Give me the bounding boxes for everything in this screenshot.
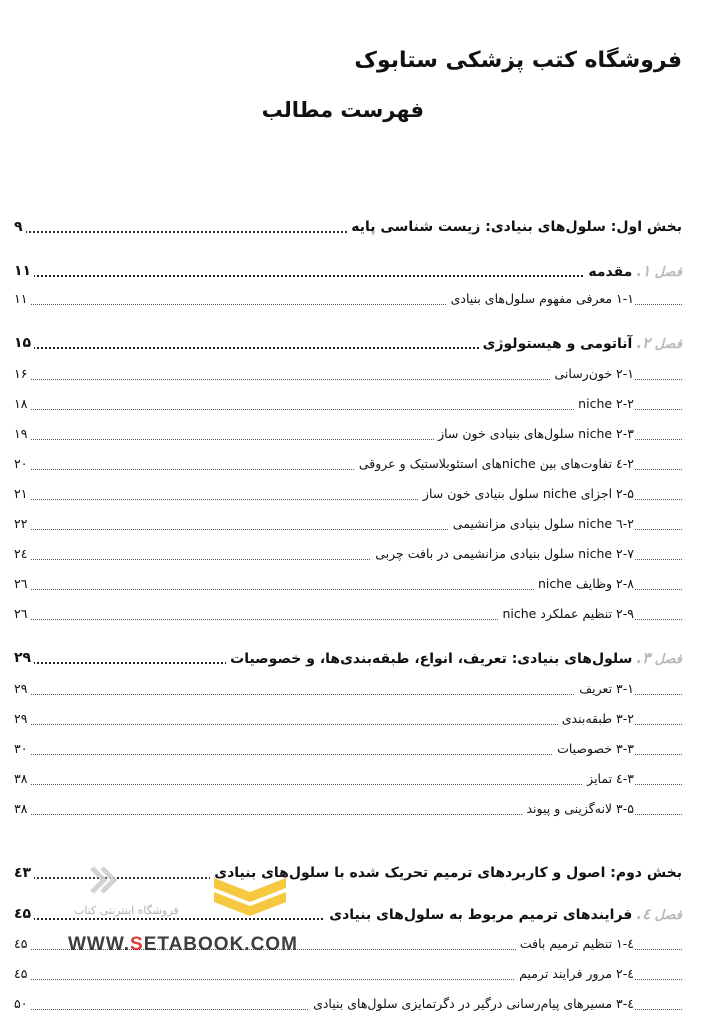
toc-entry-title bbox=[419, 481, 634, 507]
toc-page-number: ۹ bbox=[14, 214, 26, 240]
toc-page-number: ٤۳ bbox=[14, 860, 34, 886]
toc-page-number: ۳۸ bbox=[14, 796, 30, 822]
toc-entry-title bbox=[516, 931, 634, 957]
chapter-word: فصل bbox=[654, 337, 682, 352]
toc-entry-title bbox=[550, 361, 634, 387]
toc-entry-title bbox=[584, 258, 682, 284]
toc-page-number: ۲٦ bbox=[14, 601, 30, 627]
toc-entry-text: مقدمه bbox=[588, 264, 633, 280]
toc-section-row[interactable] bbox=[14, 571, 682, 597]
toc-page-number: ۵۰ bbox=[14, 991, 30, 1017]
toc-entry-text: ۳-۵ لانه‌گزینی و پیوند bbox=[526, 801, 634, 816]
toc-entry-text: ۳-۲ طبقه‌بندی bbox=[561, 711, 634, 726]
toc-entry-title bbox=[447, 286, 634, 312]
toc-section-row[interactable] bbox=[14, 361, 682, 387]
toc-page-number: ۱۱ bbox=[14, 258, 34, 284]
toc-entry-title bbox=[479, 330, 682, 356]
toc-entry-title bbox=[558, 706, 634, 732]
toc-section-row[interactable] bbox=[14, 511, 682, 537]
toc-entry-text: آناتومی و هیستولوژی bbox=[482, 336, 633, 352]
toc-page-number: ۲۹ bbox=[14, 645, 34, 671]
toc-entry-text: ٤-۱ تنظیم ترمیم بافت bbox=[519, 936, 634, 951]
toc-page-number: ۳۸ bbox=[14, 766, 30, 792]
toc-page-number: ٤۵ bbox=[14, 961, 30, 987]
toc-chapter-row[interactable] bbox=[14, 258, 682, 284]
toc-section-row[interactable] bbox=[14, 991, 682, 1017]
chapter-label bbox=[636, 330, 682, 358]
toc-entry-title bbox=[347, 214, 682, 240]
toc-page-number: ۲٦ bbox=[14, 571, 30, 597]
toc-entry-text: ۲-۲ niche bbox=[578, 396, 634, 411]
toc-entry-text: ۱-۱ معرفی مفهوم سلول‌های بنیادی bbox=[450, 291, 634, 306]
chapter-number: ٤. bbox=[636, 905, 651, 923]
chapter-number: ۱. bbox=[636, 262, 651, 280]
toc-page-number: ٤۵ bbox=[14, 901, 34, 927]
toc-entry-title bbox=[449, 511, 634, 537]
toc-section-row[interactable] bbox=[14, 766, 682, 792]
toc-entry-text: ۲-٤ تفاوت‌های بین nicheهای استئوبلاستیک و عروقی bbox=[358, 456, 634, 471]
toc-page-number: ۲٤ bbox=[14, 541, 30, 567]
toc-chapter-row[interactable] bbox=[14, 645, 682, 671]
toc-section-row[interactable] bbox=[14, 601, 682, 627]
toc-entry-title bbox=[226, 645, 682, 671]
toc-entry-title bbox=[355, 451, 634, 477]
url-highlight: S bbox=[130, 934, 144, 955]
toc-page-number: ۱۱ bbox=[14, 286, 30, 312]
toc-entry-text: ۳-۱ تعریف bbox=[579, 681, 634, 696]
store-title: فروشگاه کتب پزشکی ستابوک bbox=[354, 48, 682, 73]
watermark bbox=[50, 856, 330, 966]
toc-section-row[interactable] bbox=[14, 481, 682, 507]
toc-section-row[interactable] bbox=[14, 676, 682, 702]
chapter-word: فصل bbox=[654, 265, 682, 280]
toc-page-number: ۱۸ bbox=[14, 391, 30, 417]
toc-part-row[interactable] bbox=[14, 214, 682, 240]
book-logo-icon bbox=[210, 870, 290, 920]
toc-entry-text: ۲-۸ وظایف niche bbox=[537, 576, 634, 591]
toc-entry-text: بخش اول: سلول‌های بنیادی: زیست شناسی پایه bbox=[351, 219, 682, 235]
toc-section-row[interactable] bbox=[14, 451, 682, 477]
url-prefix: WWW. bbox=[68, 934, 131, 955]
toc-section-row[interactable] bbox=[14, 421, 682, 447]
toc-page-number: ۱۵ bbox=[14, 330, 34, 356]
toc-entry-text: ۲-۵ اجزای niche سلول بنیادی خون ساز bbox=[422, 486, 634, 501]
toc-entry-text: ۲-۷ niche سلول بنیادی مزانشیمی در بافت چربی bbox=[375, 546, 634, 561]
url-suffix: ETABOOK.COM bbox=[143, 934, 298, 955]
page-title: فهرست مطالب bbox=[261, 98, 424, 122]
toc-entry-title bbox=[371, 541, 634, 567]
toc-entry-text: ۳-۳ خصوصیات bbox=[557, 741, 634, 756]
toc-entry-text: سلول‌های بنیادی: تعریف، انواع، طبقه‌بندی‌ها، و خصوصیات bbox=[230, 651, 633, 667]
toc-entry-title bbox=[523, 796, 635, 822]
toc-page-number: ۲۹ bbox=[14, 676, 30, 702]
toc-section-row[interactable] bbox=[14, 706, 682, 732]
toc-section-row[interactable] bbox=[14, 391, 682, 417]
toc-entry-text: ۲-۳ niche سلول‌های بنیادی خون ساز bbox=[438, 426, 634, 441]
toc-entry-text: ۲-٦ niche سلول بنیادی مزانشیمی bbox=[452, 516, 634, 531]
toc-entry-title bbox=[325, 901, 682, 927]
chapter-number: ۳. bbox=[636, 649, 651, 667]
toc-entry-text: ۲-۱ خون‌رسانی bbox=[554, 366, 634, 381]
chapter-word: فصل bbox=[654, 908, 682, 923]
toc-entry-title bbox=[553, 736, 634, 762]
toc-page-number: ۲۲ bbox=[14, 511, 30, 537]
toc-entry-text: ۳-٤ تمایز bbox=[587, 771, 634, 786]
toc-section-row[interactable] bbox=[14, 736, 682, 762]
toc-entry-title bbox=[534, 571, 634, 597]
toc-chapter-row[interactable] bbox=[14, 330, 682, 356]
toc-entry-title bbox=[575, 676, 634, 702]
brand-wordmark-icon bbox=[90, 860, 208, 900]
toc-page-number: ۳۰ bbox=[14, 736, 30, 762]
dot-leader bbox=[14, 275, 682, 277]
toc-entry-text: ٤-۲ مرور فرایند ترمیم bbox=[519, 966, 634, 981]
toc-entry-text: بخش دوم: اصول و کاربردهای ترمیم تحریک شده با سلول‌های بنیادی bbox=[214, 865, 682, 881]
toc-page-number: ۲۱ bbox=[14, 481, 30, 507]
toc-entry-title bbox=[434, 421, 634, 447]
toc-page-number: ۲۹ bbox=[14, 706, 30, 732]
toc-section-row[interactable] bbox=[14, 796, 682, 822]
chapter-label bbox=[636, 645, 682, 673]
toc-page-number: ۱۶ bbox=[14, 361, 30, 387]
brand-subtitle: فروشگاه اینترنتی کتاب bbox=[74, 904, 179, 917]
toc-entry-title bbox=[498, 601, 634, 627]
toc-entry-title bbox=[515, 961, 634, 987]
toc-page-number: ٤۵ bbox=[14, 931, 30, 957]
toc-entry-title bbox=[309, 991, 634, 1017]
toc-entry-title bbox=[583, 766, 634, 792]
toc-entry-text: ٤-۳ مسیرهای پیام‌رسانی درگیر در دگرتمایزی سلول‌های بنیادی bbox=[313, 996, 634, 1011]
toc-entry-text: ۲-۹ تنظیم عملکرد niche bbox=[502, 606, 634, 621]
toc-section-row[interactable] bbox=[14, 286, 682, 312]
chapter-label bbox=[636, 258, 682, 286]
chapter-number: ۲. bbox=[636, 334, 651, 352]
toc-section-row[interactable] bbox=[14, 541, 682, 567]
website-url[interactable] bbox=[68, 934, 298, 956]
toc-entry-text: فرایندهای ترمیم مربوط به سلول‌های بنیادی bbox=[329, 907, 633, 923]
chapter-label bbox=[636, 901, 682, 929]
toc-entry-title bbox=[574, 391, 634, 417]
toc-page-number: ۲۰ bbox=[14, 451, 30, 477]
dot-leader bbox=[14, 784, 682, 785]
chapter-word: فصل bbox=[654, 652, 682, 667]
toc-page-number: ۱۹ bbox=[14, 421, 30, 447]
